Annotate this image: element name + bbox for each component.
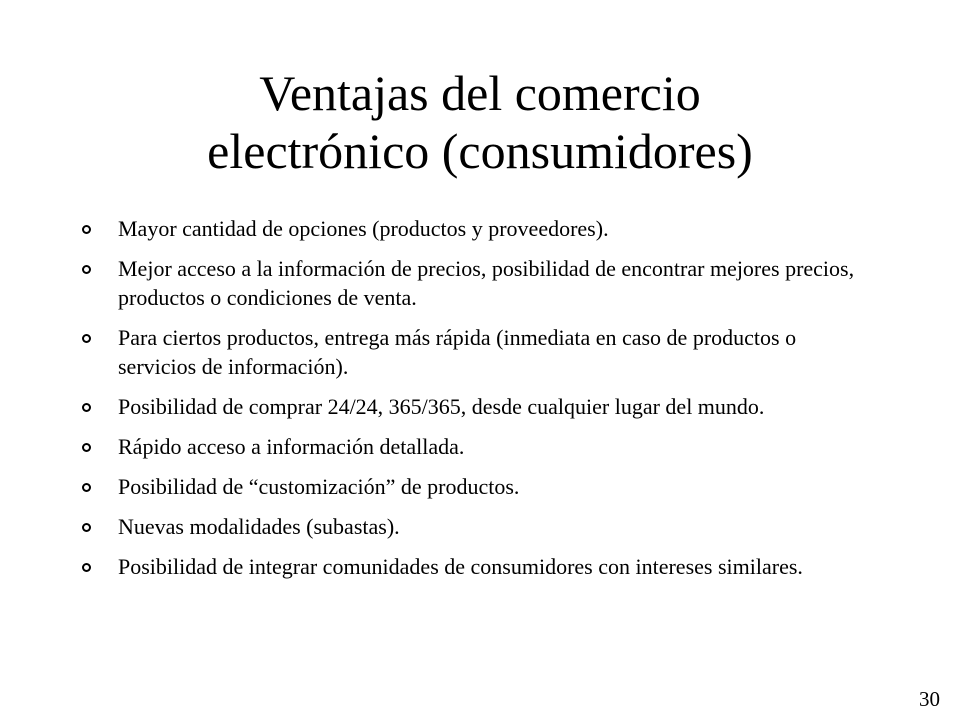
bullet-icon — [82, 403, 91, 412]
bullet-item — [82, 323, 862, 381]
bullet-text: Rápido acceso a información detallada. — [118, 434, 465, 459]
bullet-item — [82, 472, 862, 501]
bullet-item — [82, 214, 862, 243]
bullet-icon — [82, 334, 91, 343]
slide-title — [0, 64, 960, 180]
bullet-text: Mayor cantidad de opciones (productos y proveedores). — [118, 216, 609, 241]
bullet-item — [82, 392, 862, 421]
slide-title-line-1: Ventajas del comercio — [259, 65, 701, 121]
slide-title-line-2: electrónico (consumidores) — [207, 123, 753, 179]
bullet-text: Nuevas modalidades (subastas). — [118, 514, 400, 539]
bullet-item — [82, 254, 862, 312]
bullet-text: Posibilidad de “customización” de productos. — [118, 474, 520, 499]
bullet-item — [82, 432, 862, 461]
bullet-icon — [82, 225, 91, 234]
bullet-icon — [82, 265, 91, 274]
bullet-icon — [82, 523, 91, 532]
bullet-text: Posibilidad de integrar comunidades de consumidores con intereses similares. — [118, 554, 803, 579]
bullet-text: Mejor acceso a la información de precios, posibilidad de encontrar mejores precios, productos o condiciones de venta. — [118, 256, 855, 310]
bullet-item — [82, 512, 862, 541]
bullet-icon — [82, 443, 91, 452]
bullet-icon — [82, 563, 91, 572]
page-number: 30 — [919, 687, 940, 711]
bullet-text: Posibilidad de comprar 24/24, 365/365, desde cualquier lugar del mundo. — [118, 394, 765, 419]
bullet-item — [82, 552, 862, 581]
bullet-list — [82, 214, 862, 592]
bullet-text: Para ciertos productos, entrega más rápida (inmediata en caso de productos o servicios de información). — [118, 325, 797, 379]
bullet-icon — [82, 483, 91, 492]
